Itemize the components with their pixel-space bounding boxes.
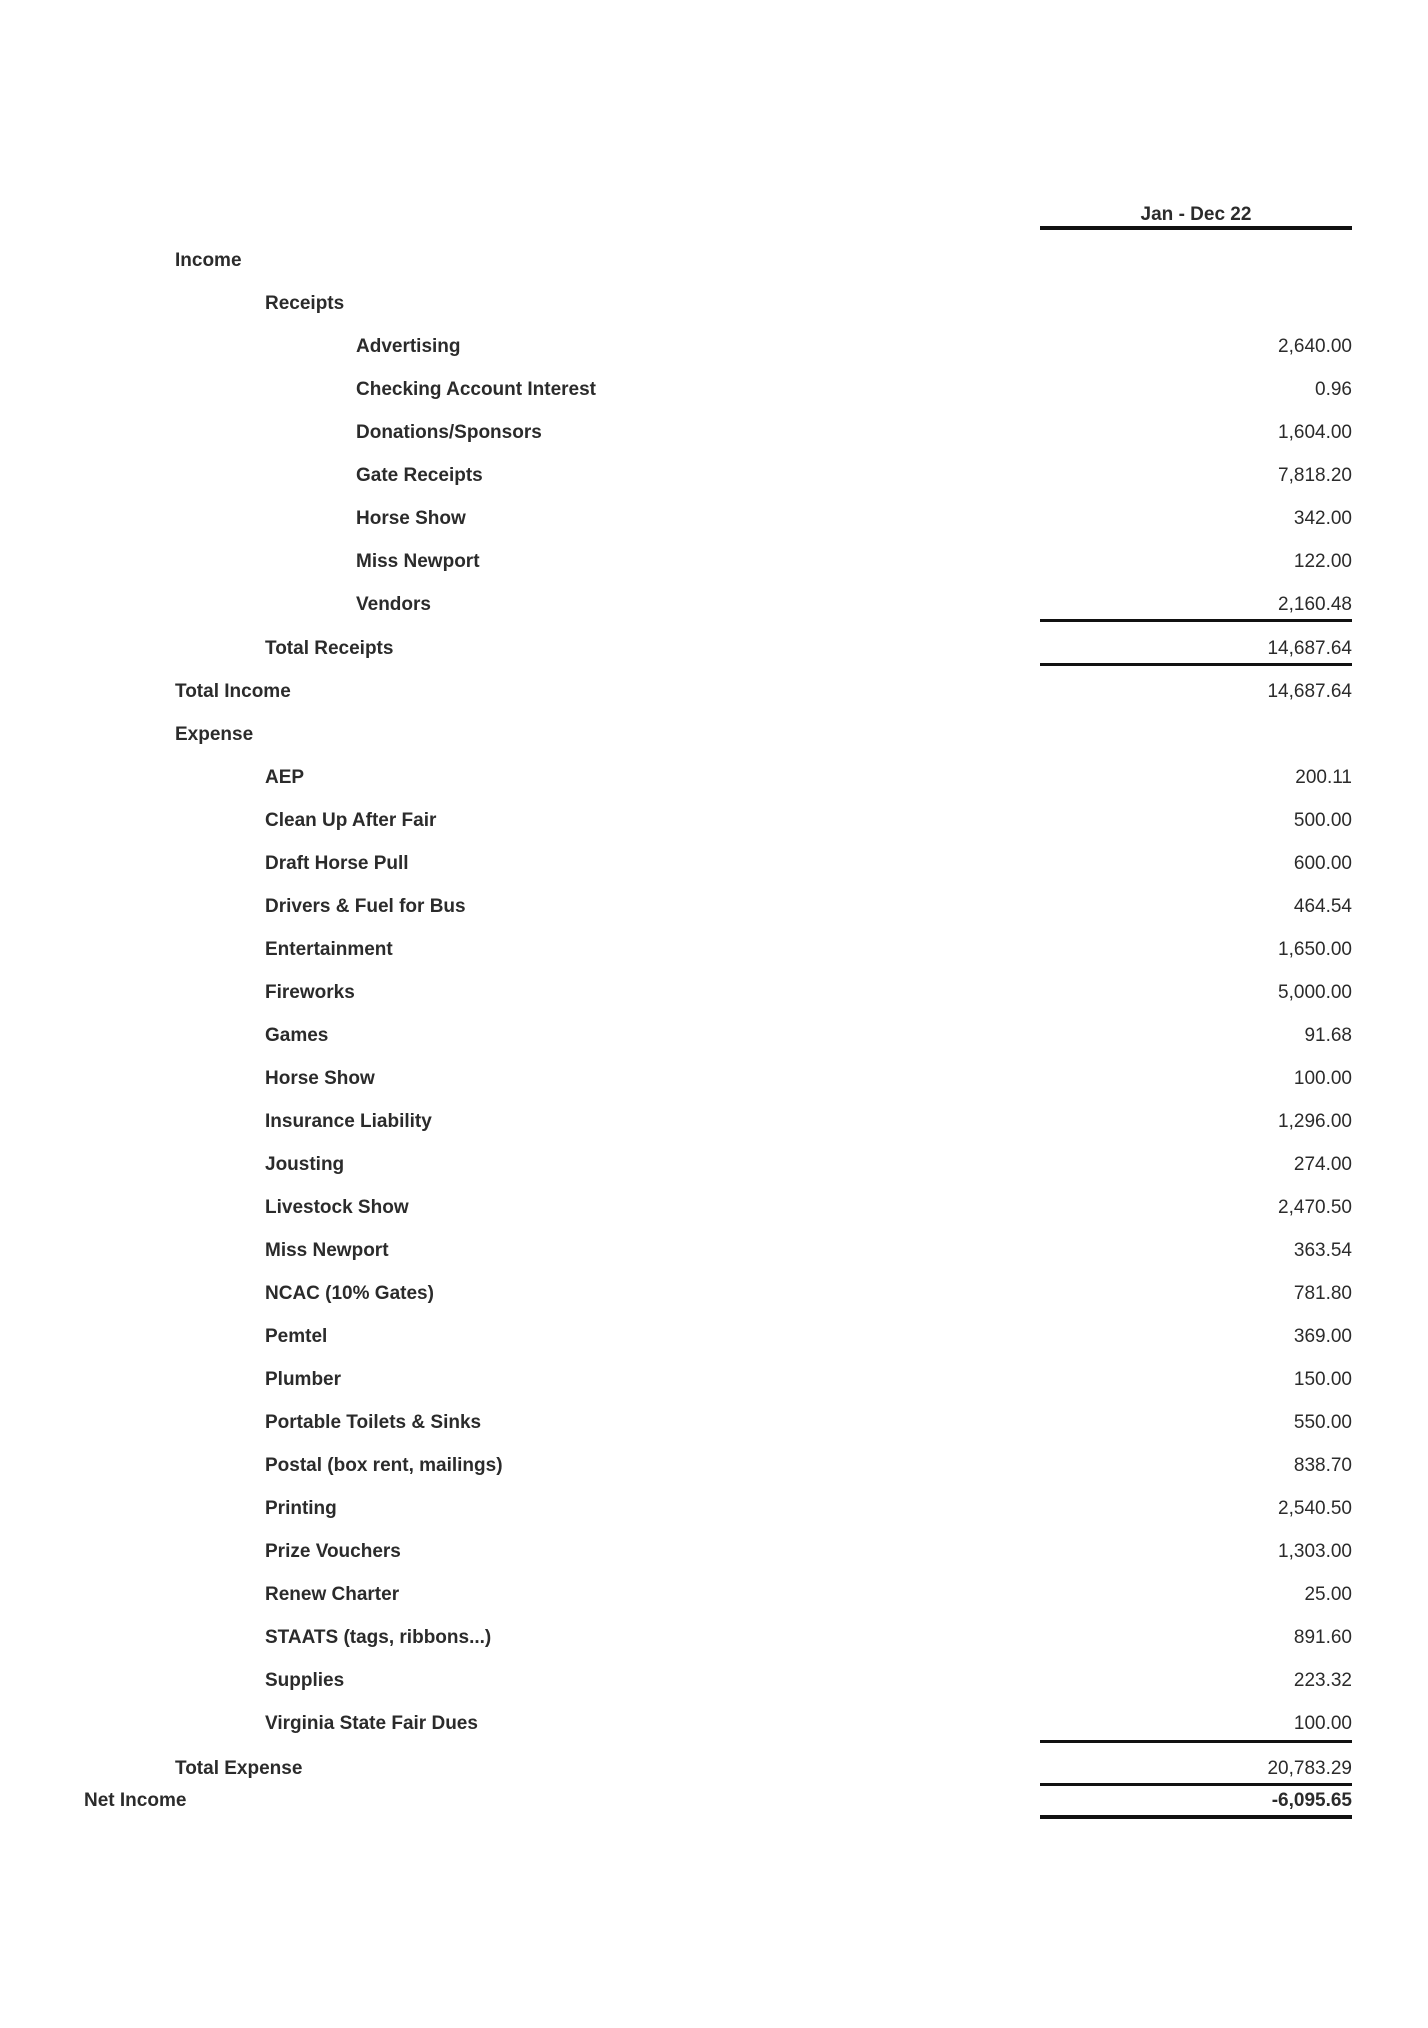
expense-row bbox=[0, 1625, 1428, 1651]
expense-row-amount: 363.54 bbox=[1293, 1240, 1352, 1261]
receipt-row bbox=[0, 377, 1428, 403]
expense-row-amount: 2,540.50 bbox=[1278, 1498, 1352, 1519]
expense-row-amount: 2,470.50 bbox=[1278, 1197, 1352, 1218]
expense-row bbox=[0, 980, 1428, 1006]
column-header: Jan - Dec 22 bbox=[1140, 204, 1252, 225]
receipt-row-label: Advertising bbox=[356, 336, 461, 357]
expense-row bbox=[0, 1410, 1428, 1436]
expense-row bbox=[0, 1496, 1428, 1522]
expense-row-label: NCAC (10% Gates) bbox=[265, 1283, 434, 1304]
expense-row-label: Drivers & Fuel for Bus bbox=[265, 896, 466, 917]
expense-row-amount: 25.00 bbox=[1304, 1584, 1352, 1605]
expense-row-label: Portable Toilets & Sinks bbox=[265, 1412, 482, 1433]
receipt-row-amount: 122.00 bbox=[1293, 551, 1352, 572]
expense-row-amount: 550.00 bbox=[1293, 1412, 1352, 1433]
expense-row bbox=[0, 1023, 1428, 1049]
total-receipts-row-label: Total Receipts bbox=[265, 638, 394, 659]
receipt-row-amount: 1,604.00 bbox=[1278, 422, 1352, 443]
expense-row-amount: 1,296.00 bbox=[1278, 1111, 1352, 1132]
expense-row-label: STAATS (tags, ribbons...) bbox=[265, 1627, 492, 1648]
receipt-row-label: Miss Newport bbox=[356, 551, 480, 572]
expense-row-amount: 600.00 bbox=[1293, 853, 1352, 874]
expense-row-label: Plumber bbox=[265, 1369, 342, 1390]
total-receipts-rule bbox=[1040, 663, 1352, 666]
receipt-row bbox=[0, 549, 1428, 575]
expenses-subtotal-rule bbox=[1040, 1740, 1352, 1743]
expense-row-label: Virginia State Fair Dues bbox=[265, 1713, 478, 1734]
receipt-row bbox=[0, 592, 1428, 618]
receipt-row-amount: 2,160.48 bbox=[1278, 594, 1352, 615]
expense-row-amount: 500.00 bbox=[1293, 810, 1352, 831]
net-income-row bbox=[0, 1788, 1428, 1814]
expense-row-label: Postal (box rent, mailings) bbox=[265, 1455, 503, 1476]
total-expense-row-label: Total Expense bbox=[175, 1758, 303, 1779]
expense-row bbox=[0, 1367, 1428, 1393]
expense-row bbox=[0, 851, 1428, 877]
expense-row bbox=[0, 765, 1428, 791]
expense-row bbox=[0, 1539, 1428, 1565]
expense-row-amount: 1,303.00 bbox=[1278, 1541, 1352, 1562]
expense-row-amount: 5,000.00 bbox=[1278, 982, 1352, 1003]
expense-row bbox=[0, 1668, 1428, 1694]
receipt-row-label: Checking Account Interest bbox=[356, 379, 597, 400]
expense-row-label: Insurance Liability bbox=[265, 1111, 432, 1132]
expense-row-amount: 200.11 bbox=[1295, 767, 1352, 788]
expense-row-label: Jousting bbox=[265, 1154, 345, 1175]
expense-row-label: Fireworks bbox=[265, 982, 355, 1003]
expense-row-label: Pemtel bbox=[265, 1326, 328, 1347]
expense-row-amount: 91.68 bbox=[1304, 1025, 1352, 1046]
total-receipts-row-amount: 14,687.64 bbox=[1267, 638, 1352, 659]
net-income-row-label: Net Income bbox=[84, 1790, 187, 1811]
column-header-rule bbox=[1040, 226, 1352, 230]
expense-row bbox=[0, 1152, 1428, 1178]
expense-row bbox=[0, 1109, 1428, 1135]
total-income-row-amount: 14,687.64 bbox=[1267, 681, 1352, 702]
expense-row bbox=[0, 1195, 1428, 1221]
expense-row-label: Renew Charter bbox=[265, 1584, 400, 1605]
expense-row bbox=[0, 937, 1428, 963]
expense-row bbox=[0, 1066, 1428, 1092]
expense-row bbox=[0, 1453, 1428, 1479]
total-expense-row-amount: 20,783.29 bbox=[1267, 1758, 1352, 1779]
expense-row bbox=[0, 1711, 1428, 1737]
expense-row-amount: 100.00 bbox=[1293, 1068, 1352, 1089]
section-income bbox=[0, 248, 1428, 274]
expense-row-label: Horse Show bbox=[265, 1068, 375, 1089]
receipt-row bbox=[0, 506, 1428, 532]
expense-row-amount: 891.60 bbox=[1293, 1627, 1352, 1648]
net-income-double-rule bbox=[1040, 1815, 1352, 1819]
receipt-row-label: Vendors bbox=[356, 594, 431, 615]
expense-row-label: Miss Newport bbox=[265, 1240, 389, 1261]
expense-row-amount: 274.00 bbox=[1293, 1154, 1352, 1175]
expense-row-amount: 100.00 bbox=[1293, 1713, 1352, 1734]
expense-row-label: Games bbox=[265, 1025, 329, 1046]
receipt-row-label: Gate Receipts bbox=[356, 465, 483, 486]
section-expense bbox=[0, 722, 1428, 748]
net-income-row-amount: -6,095.65 bbox=[1271, 1790, 1352, 1811]
expense-row-amount: 781.80 bbox=[1293, 1283, 1352, 1304]
expense-row-amount: 150.00 bbox=[1293, 1369, 1352, 1390]
total-expense-row bbox=[0, 1756, 1428, 1782]
expense-row-label: Entertainment bbox=[265, 939, 393, 960]
receipt-row-amount: 2,640.00 bbox=[1278, 336, 1352, 357]
receipt-row-label: Donations/Sponsors bbox=[356, 422, 542, 443]
receipt-row-amount: 342.00 bbox=[1293, 508, 1352, 529]
expense-row-amount: 369.00 bbox=[1293, 1326, 1352, 1347]
expense-row-label: Clean Up After Fair bbox=[265, 810, 437, 831]
expense-row-amount: 223.32 bbox=[1293, 1670, 1352, 1691]
expense-row bbox=[0, 1324, 1428, 1350]
expense-row bbox=[0, 1582, 1428, 1608]
expense-row bbox=[0, 894, 1428, 920]
expense-row-amount: 838.70 bbox=[1293, 1455, 1352, 1476]
receipt-row-amount: 0.96 bbox=[1315, 379, 1352, 400]
receipt-row-label: Horse Show bbox=[356, 508, 466, 529]
expense-row-label: Printing bbox=[265, 1498, 337, 1519]
expense-row-label: Draft Horse Pull bbox=[265, 853, 409, 874]
section-expense-label: Expense bbox=[175, 724, 254, 745]
expense-row-amount: 464.54 bbox=[1293, 896, 1352, 917]
section-income-label: Income bbox=[175, 250, 242, 271]
receipts-subtotal-rule bbox=[1040, 619, 1352, 622]
expense-row-label: AEP bbox=[265, 767, 305, 788]
expense-row-amount: 1,650.00 bbox=[1278, 939, 1352, 960]
group-receipts-label: Receipts bbox=[265, 293, 345, 314]
total-receipts-row bbox=[0, 636, 1428, 662]
expense-row bbox=[0, 1238, 1428, 1264]
receipt-row-amount: 7,818.20 bbox=[1278, 465, 1352, 486]
receipt-row bbox=[0, 463, 1428, 489]
total-expense-rule bbox=[1040, 1783, 1352, 1786]
expense-row-label: Livestock Show bbox=[265, 1197, 409, 1218]
expense-row bbox=[0, 1281, 1428, 1307]
group-receipts bbox=[0, 291, 1428, 317]
expense-row bbox=[0, 808, 1428, 834]
receipt-row bbox=[0, 420, 1428, 446]
expense-row-label: Supplies bbox=[265, 1670, 345, 1691]
receipt-row bbox=[0, 334, 1428, 360]
total-income-row-label: Total Income bbox=[175, 681, 291, 702]
total-income-row bbox=[0, 679, 1428, 705]
expense-row-label: Prize Vouchers bbox=[265, 1541, 401, 1562]
